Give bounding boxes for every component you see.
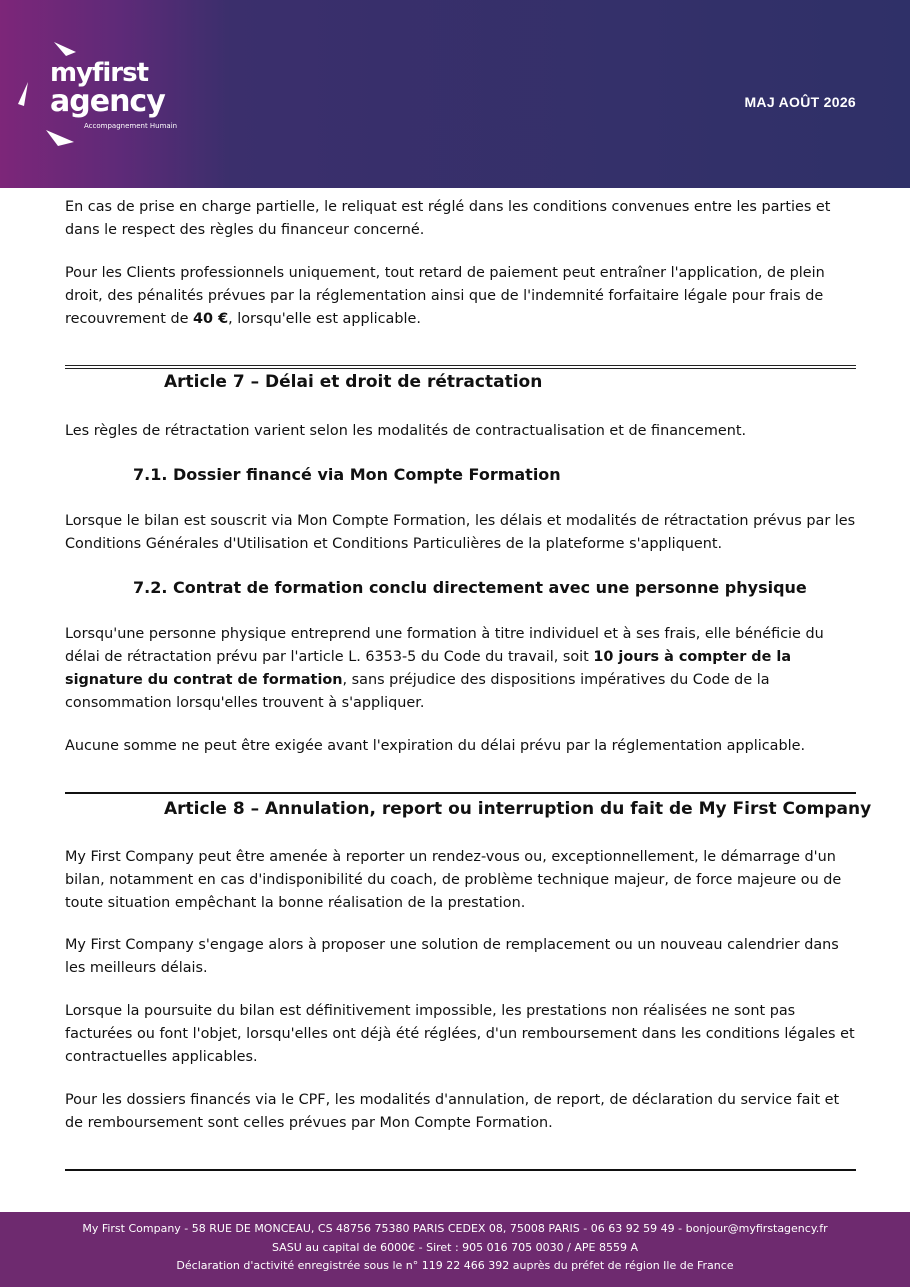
section-7-2-text-a: Lorsqu'une personne physique entreprend une formation à titre individuel et à ses frais, elle bénéficie du délai de rétractation prévu par l'article L. 6353-5 du Code du travail, soit <box>65 626 824 665</box>
section-7-2-title: 7.2. Contrat de formation conclu directement avec une personne physique <box>133 578 807 597</box>
article-7-intro: Les règles de rétractation varient selon les modalités de contractualisation et de financement. <box>65 423 747 439</box>
section-7-1-title: 7.1. Dossier financé via Mon Compte Formation <box>133 465 561 484</box>
section-7-2-text-c: , sans préjudice des dispositions impératives du Code de la consommation lorsqu'elles trouvent à s'appliquer. <box>65 672 770 711</box>
update-date-label: MAJ AOÛT 2026 <box>744 94 856 110</box>
article-8-paragraph-3: Lorsque la poursuite du bilan est définitivement impossible, les prestations non réalisées ne sont pas facturées ou font l'objet, lorsqu'elles ont déjà été réglées, d'un remboursement dans les conditions légales et contractuelles applicables. <box>65 1003 855 1065</box>
article-7-title: Article 7 – Délai et droit de rétractation <box>164 372 543 392</box>
logo-my: my <box>50 58 93 88</box>
footer-declaration-line: Déclaration d'activité enregistrée sous le n° 119 22 466 392 auprès du préfet de région Ile de France <box>176 1259 734 1272</box>
article-8-paragraph-1: My First Company peut être amenée à reporter un rendez-vous ou, exceptionnellement, le démarrage d'un bilan, notamment en cas d'indisponibilité du coach, de problème technique majeur, de force majeure ou de toute situation empêchant la bonne réalisation de la prestation. <box>65 849 842 911</box>
article-8-paragraph-4: Pour les dossiers financés via le CPF, les modalités d'annulation, de report, de déclaration du service fait et de remboursement sont celles prévues par Mon Compte Formation. <box>65 1092 840 1131</box>
footer-legal-line: SASU au capital de 6000€ - Siret : 905 016 705 0030 / APE 8559 A <box>272 1240 638 1254</box>
paragraph-partial-funding: En cas de prise en charge partielle, le reliquat est réglé dans les conditions convenues entre les parties et dans le respect des règles du financeur concerné. <box>65 199 831 238</box>
footer-address-line: My First Company - 58 RUE DE MONCEAU, CS 48756 75380 PARIS CEDEX 08, 75008 PARIS - 06 63 92 59 49 - bonjour@myfirstagency.fr <box>82 1222 828 1235</box>
page-footer <box>0 1212 910 1287</box>
section-divider <box>65 1169 856 1171</box>
section-divider <box>65 792 856 794</box>
company-logo <box>14 38 184 148</box>
logo-agency: agency <box>50 84 165 119</box>
late-payment-text-a: Pour les Clients professionnels uniquement, tout retard de paiement peut entraîner l'application, de plein droit, des pénalités prévues par la réglementation ainsi que de l'indemnité forfaitaire légale pour frais de recouvrement de <box>65 265 825 327</box>
section-divider <box>65 365 856 369</box>
article-8-paragraph-2: My First Company s'engage alors à proposer une solution de remplacement ou un nouveau calendrier dans les meilleurs délais. <box>65 937 839 976</box>
logo-tagline: Accompagnement Humain <box>84 122 178 130</box>
late-payment-amount: 40 € <box>193 311 229 327</box>
logo-first: first <box>92 58 148 88</box>
late-payment-text-c: , lorsqu'elle est applicable. <box>228 311 421 327</box>
section-7-2-highlight: 10 jours à compter de la signature du contrat de formation <box>65 649 792 688</box>
logo-wordmark <box>50 58 165 119</box>
section-7-1-text: Lorsque le bilan est souscrit via Mon Compte Formation, les délais et modalités de rétractation prévus par les Conditions Générales d'Utilisation et Conditions Particulières de la plateforme s'appliquent. <box>65 513 856 552</box>
section-7-2-text-2: Aucune somme ne peut être exigée avant l'expiration du délai prévu par la réglementation applicable. <box>65 738 806 754</box>
page-header <box>0 0 910 188</box>
article-8-title: Article 8 – Annulation, report ou interruption du fait de My First Company <box>164 799 872 819</box>
paragraph-late-payment <box>65 262 860 331</box>
section-7-2-text <box>65 623 860 715</box>
